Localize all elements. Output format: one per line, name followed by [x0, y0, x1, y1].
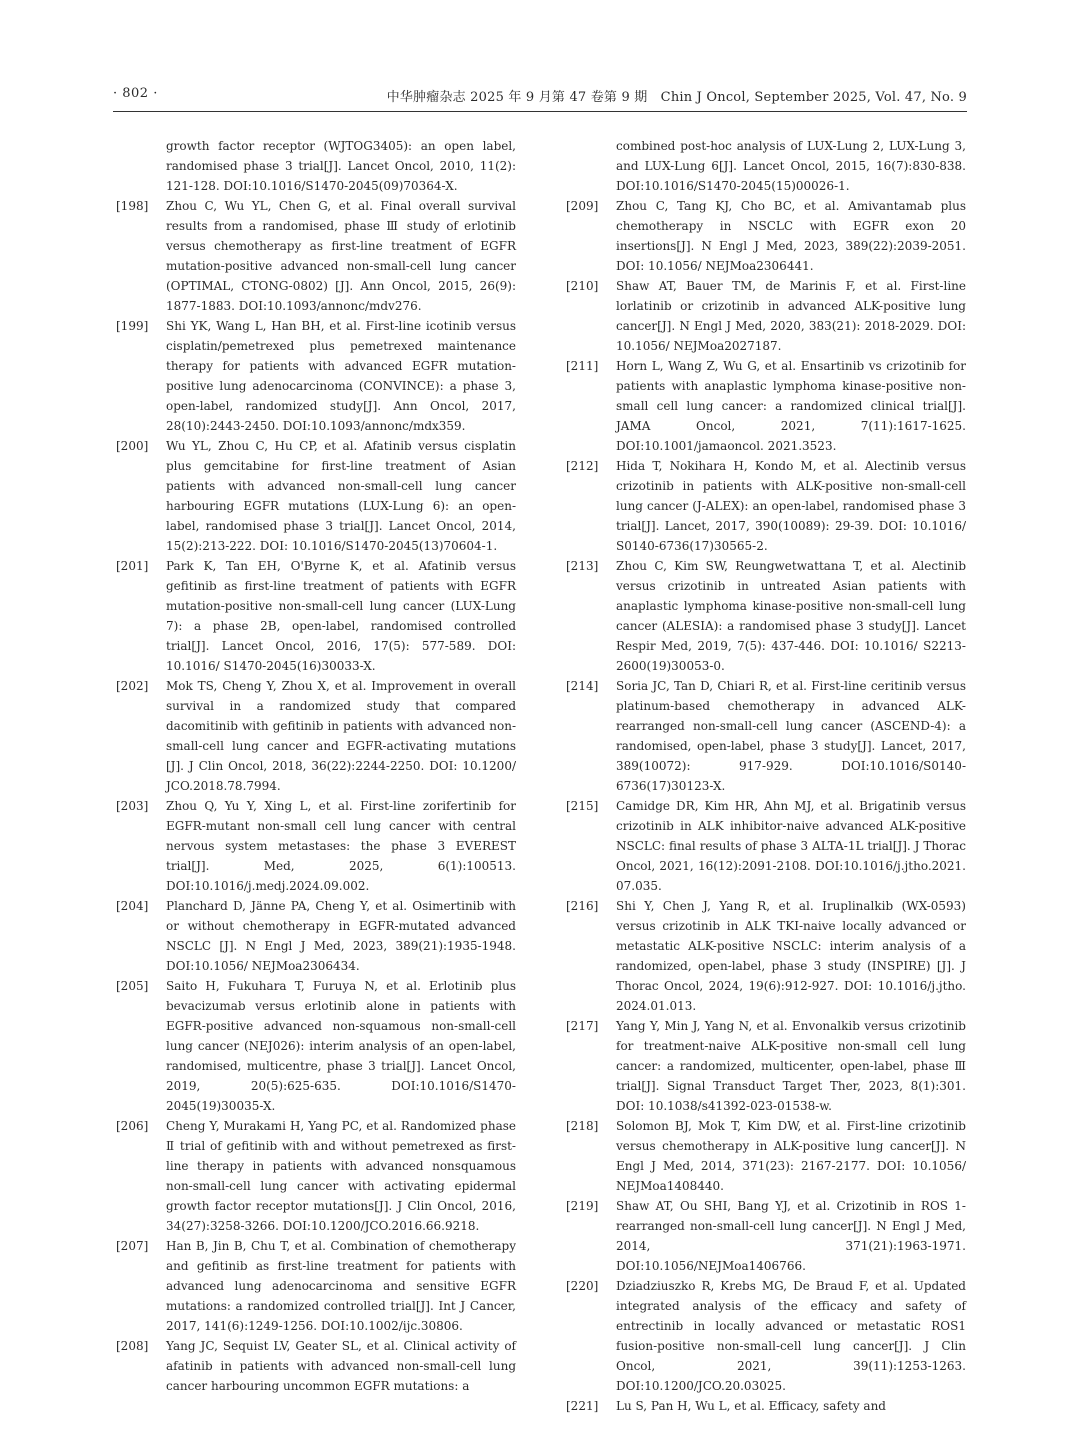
reference-item	[116, 316, 516, 436]
reference-item	[566, 1396, 966, 1416]
reference-text: Planchard D, Jänne PA, Cheng Y, et al. Osimertinib with or without chemotherapy in EGFR-mutated advanced NSCLC [J]. N Engl J Med, 2023, 389(21):1935-1948. DOI:10.1056/ NEJMoa2306434.	[166, 899, 516, 973]
reference-item	[116, 1236, 516, 1336]
reference-text: Horn L, Wang Z, Wu G, et al. Ensartinib vs crizotinib for patients with anaplastic lymphoma kinase-positive non-small cell lung cancer: a randomized clinical trial[J]. JAMA Oncol, 2021, 7(11):1617-1625. DOI:10.1001/jamaoncol. 2021.3523.	[616, 359, 966, 453]
reference-number: [219]	[566, 1199, 599, 1213]
reference-text: Cheng Y, Murakami H, Yang PC, et al. Randomized phase Ⅱ trial of gefitinib with and without pemetrexed as first-line therapy in patients with advanced nonsquamous non-small-cell lung cancer with activating epidermal growth factor receptor mutations[J]. J Clin Oncol, 2016, 34(27):3258-3266. DOI:10.1200/JCO.2016.66.9218.	[166, 1119, 516, 1233]
reference-item	[566, 1116, 966, 1196]
reference-item	[566, 1016, 966, 1116]
reference-item	[566, 276, 966, 356]
reference-continuation	[566, 136, 966, 196]
reference-item	[116, 976, 516, 1116]
reference-text: Zhou C, Tang KJ, Cho BC, et al. Amivantamab plus chemotherapy in NSCLC with EGFR exon 20 insertions[J]. N Engl J Med, 2023, 389(22):2039-2051. DOI: 10.1056/ NEJMoa2306441.	[616, 199, 966, 273]
reference-text: Dziadziuszko R, Krebs MG, De Braud F, et al. Updated integrated analysis of the efficacy and safety of entrectinib in locally advanced or metastatic ROS1 fusion-positive non-small-cell lung cancer[J]. J Clin Oncol, 2021, 39(11):1253-1263. DOI:10.1200/JCO.20.03025.	[616, 1279, 966, 1393]
reference-text: Shaw AT, Bauer TM, de Marinis F, et al. First-line lorlatinib or crizotinib in advanced ALK-positive lung cancer[J]. N Engl J Med, 2020, 383(21): 2018-2029. DOI: 10.1056/ NEJMoa2027187.	[616, 279, 966, 353]
reference-continuation	[116, 136, 516, 196]
reference-number: [217]	[566, 1019, 599, 1033]
reference-number: [206]	[116, 1119, 149, 1133]
reference-item	[566, 356, 966, 456]
reference-number: [205]	[116, 979, 149, 993]
reference-number: [218]	[566, 1119, 599, 1133]
page-number: · 802 ·	[113, 86, 158, 101]
reference-number: [203]	[116, 799, 149, 813]
reference-number: [198]	[116, 199, 149, 213]
reference-text: Hida T, Nokihara H, Kondo M, et al. Alectinib versus crizotinib in patients with ALK-positive non-small-cell lung cancer (J-ALEX): an open-label, randomised phase 3 trial[J]. Lancet, 2017, 390(10089): 29-39. DOI: 10.1016/ S0140-6736(17)30565-2.	[616, 459, 966, 553]
reference-text: Shi YK, Wang L, Han BH, et al. First-line icotinib versus cisplatin/pemetrexed plus pemetrexed maintenance therapy for patients with advanced EGFR mutation-positive lung adenocarcinoma (CONVINCE): a phase 3, open-label, randomized study[J]. Ann Oncol, 2017, 28(10):2443-2450. DOI:10.1093/annonc/mdx359.	[166, 319, 516, 433]
reference-item	[566, 676, 966, 796]
reference-item	[566, 556, 966, 676]
journal-citation: 中华肿瘤杂志 2025 年 9 月第 47 卷第 9 期 Chin J Oncol, September 2025, Vol. 47, No. 9	[386, 90, 967, 105]
reference-number: [210]	[566, 279, 599, 293]
reference-text: Han B, Jin B, Chu T, et al. Combination of chemotherapy and gefitinib as first-line treatment for patients with advanced lung adenocarcinoma and sensitive EGFR mutations: a randomized controlled trial[J]. Int J Cancer, 2017, 141(6):1249-1256. DOI:10.1002/ijc.30806.	[166, 1239, 516, 1333]
reference-text: combined post-hoc analysis of LUX-Lung 2, LUX-Lung 3, and LUX-Lung 6[J]. Lancet Oncol, 2015, 16(7):830-838. DOI:10.1016/S1470-2045(15)00026-1.	[616, 139, 966, 193]
reference-item	[566, 456, 966, 556]
reference-number: [202]	[116, 679, 149, 693]
reference-number: [211]	[566, 359, 599, 373]
reference-text: Shaw AT, Ou SHI, Bang YJ, et al. Crizotinib in ROS 1-rearranged non-small-cell lung cancer[J]. N Engl J Med, 2014, 371(21):1963-1971. DOI:10.1056/NEJMoa1406766.	[616, 1199, 966, 1273]
reference-item	[116, 676, 516, 796]
reference-item	[116, 196, 516, 316]
reference-item	[566, 1196, 966, 1276]
reference-number: [204]	[116, 899, 149, 913]
reference-item	[116, 796, 516, 896]
reference-text: Saito H, Fukuhara T, Furuya N, et al. Erlotinib plus bevacizumab versus erlotinib alone in patients with EGFR-positive advanced non-squamous non-small-cell lung cancer (NEJ026): interim analysis of an open-label, randomised, multicentre, phase 3 trial[J]. Lancet Oncol, 2019, 20(5):625-635. DOI:10.1016/S1470-2045(19)30035-X.	[166, 979, 516, 1113]
reference-item	[116, 1336, 516, 1396]
reference-item	[566, 196, 966, 276]
reference-item	[116, 896, 516, 976]
left-column	[116, 136, 516, 1396]
reference-text: Yang JC, Sequist LV, Geater SL, et al. Clinical activity of afatinib in patients with advanced non-small-cell lung cancer harbouring uncommon EGFR mutations: a	[166, 1339, 516, 1393]
reference-text: Wu YL, Zhou C, Hu CP, et al. Afatinib versus cisplatin plus gemcitabine for first-line treatment of Asian patients with advanced non-small-cell lung cancer harbouring EGFR mutations (LUX-Lung 6): an open-label, randomised phase 3 trial[J]. Lancet Oncol, 2014, 15(2):213-222. DOI: 10.1016/S1470-2045(13)70604-1.	[166, 439, 516, 553]
reference-text: Shi Y, Chen J, Yang R, et al. Iruplinalkib (WX-0593) versus crizotinib in ALK TKI-naive locally advanced or metastatic ALK-positive NSCLC: interim analysis of a randomized, open-label, phase 3 study (INSPIRE) [J]. J Thorac Oncol, 2024, 19(6):912-927. DOI: 10.1016/j.jtho. 2024.01.013.	[616, 899, 966, 1013]
reference-number: [212]	[566, 459, 599, 473]
reference-text: Yang Y, Min J, Yang N, et al. Envonalkib versus crizotinib for treatment-naive ALK-positive non-small cell lung cancer: a randomized, multicenter, open-label, phase Ⅲ trial[J]. Signal Transduct Target Ther, 2023, 8(1):301. DOI: 10.1038/s41392-023-01538-w.	[616, 1019, 966, 1113]
reference-number: [220]	[566, 1279, 599, 1293]
right-column	[566, 136, 966, 1416]
reference-number: [216]	[566, 899, 599, 913]
reference-item	[116, 1116, 516, 1236]
reference-number: [214]	[566, 679, 599, 693]
reference-text: Zhou Q, Yu Y, Xing L, et al. First-line zorifertinib for EGFR-mutant non-small cell lung cancer with central nervous system metastases: the phase 3 EVEREST trial[J]. Med, 2025, 6(1):100513. DOI:10.1016/j.medj.2024.09.002.	[166, 799, 516, 893]
reference-number: [209]	[566, 199, 599, 213]
reference-item	[566, 1276, 966, 1396]
reference-item	[116, 436, 516, 556]
reference-number: [199]	[116, 319, 149, 333]
reference-number: [207]	[116, 1239, 149, 1253]
header-rule	[113, 111, 967, 112]
reference-number: [208]	[116, 1339, 149, 1353]
reference-item	[566, 796, 966, 896]
reference-number: [200]	[116, 439, 149, 453]
page-header	[113, 86, 967, 110]
reference-number: [201]	[116, 559, 149, 573]
reference-number: [221]	[566, 1399, 599, 1413]
reference-number: [215]	[566, 799, 599, 813]
reference-text: Zhou C, Kim SW, Reungwetwattana T, et al. Alectinib versus crizotinib in untreated Asian patients with anaplastic lymphoma kinase-positive non-small-cell lung cancer (ALESIA): a randomised phase 3 study[J]. Lancet Respir Med, 2019, 7(5): 437-446. DOI: 10.1016/ S2213-2600(19)30053-0.	[616, 559, 966, 673]
reference-text: Soria JC, Tan D, Chiari R, et al. First-line ceritinib versus platinum-based chemotherapy in advanced ALK-rearranged non-small-cell lung cancer (ASCEND-4): a randomised, open-label, phase 3 study[J]. Lancet, 2017, 389(10072): 917-929. DOI:10.1016/S0140-6736(17)30123-X.	[616, 679, 966, 793]
reference-text: growth factor receptor (WJTOG3405): an open label, randomised phase 3 trial[J]. Lancet Oncol, 2010, 11(2): 121-128. DOI:10.1016/S1470-2045(09)70364-X.	[166, 139, 516, 193]
reference-item	[566, 896, 966, 1016]
reference-text: Mok TS, Cheng Y, Zhou X, et al. Improvement in overall survival in a randomized study that compared dacomitinib with gefitinib in patients with advanced non-small-cell lung cancer and EGFR-activating mutations [J]. J Clin Oncol, 2018, 36(22):2244-2250. DOI: 10.1200/ JCO.2018.78.7994.	[166, 679, 516, 793]
reference-item	[116, 556, 516, 676]
reference-text: Zhou C, Wu YL, Chen G, et al. Final overall survival results from a randomised, phase Ⅲ study of erlotinib versus chemotherapy as first-line treatment of EGFR mutation-positive advanced non-small-cell lung cancer (OPTIMAL, CTONG-0802) [J]. Ann Oncol, 2015, 26(9): 1877-1883. DOI:10.1093/annonc/mdv276.	[166, 199, 516, 313]
reference-text: Park K, Tan EH, O'Byrne K, et al. Afatinib versus gefitinib as first-line treatment of patients with EGFR mutation-positive non-small-cell lung cancer (LUX-Lung 7): a phase 2B, open-label, randomised controlled trial[J]. Lancet Oncol, 2016, 17(5): 577-589. DOI: 10.1016/ S1470-2045(16)30033-X.	[166, 559, 516, 673]
reference-number: [213]	[566, 559, 599, 573]
reference-text: Lu S, Pan H, Wu L, et al. Efficacy, safety and	[616, 1399, 886, 1413]
reference-text: Solomon BJ, Mok T, Kim DW, et al. First-line crizotinib versus chemotherapy in ALK-positive lung cancer[J]. N Engl J Med, 2014, 371(23): 2167-2177. DOI: 10.1056/ NEJMoa1408440.	[616, 1119, 966, 1193]
reference-text: Camidge DR, Kim HR, Ahn MJ, et al. Brigatinib versus crizotinib in ALK inhibitor-naive advanced ALK-positive NSCLC: final results of phase 3 ALTA-1L trial[J]. J Thorac Oncol, 2021, 16(12):2091-2108. DOI:10.1016/j.jtho.2021. 07.035.	[616, 799, 966, 893]
